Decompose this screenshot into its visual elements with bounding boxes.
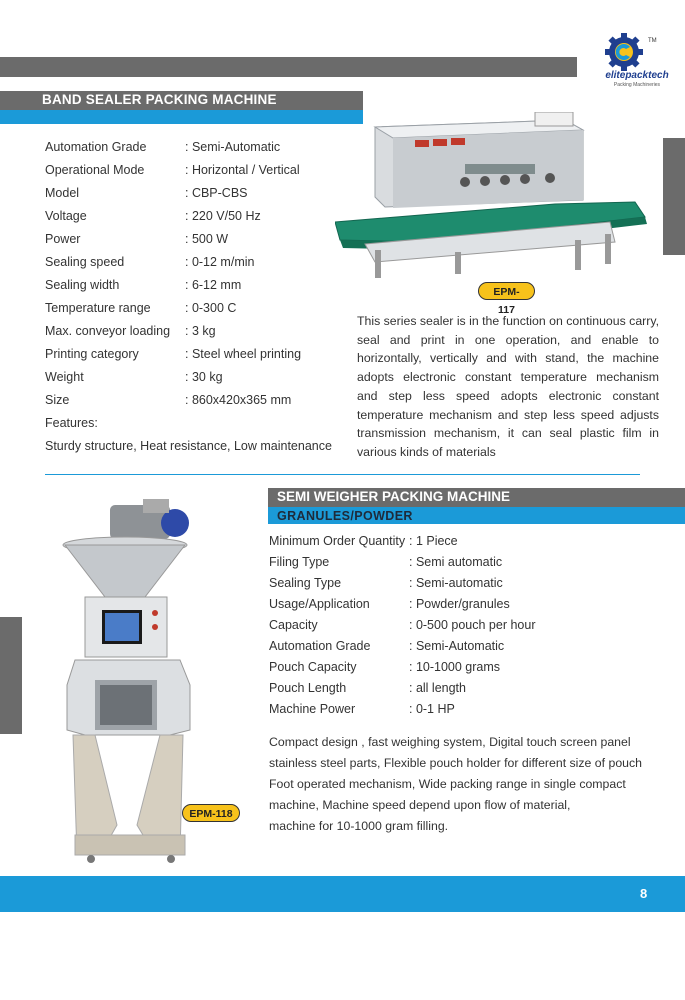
top-header-bar bbox=[0, 57, 577, 77]
feature-line: Compact design , fast weighing system, Digital touch screen panel bbox=[269, 735, 631, 749]
feature-line: machine for 10-1000 gram filling. bbox=[269, 819, 449, 833]
feature-line: Foot operated mechanism, Wide packing range in single compact bbox=[269, 777, 626, 791]
section1-title: BAND SEALER PACKING MACHINE bbox=[42, 92, 277, 107]
features-label: Features: bbox=[45, 416, 98, 430]
gear-logo-icon bbox=[592, 32, 682, 72]
left-side-tab bbox=[0, 617, 22, 734]
page-footer-bar bbox=[0, 876, 685, 912]
page-number: 8 bbox=[640, 886, 648, 901]
trademark-label: TM bbox=[648, 38, 657, 44]
band-sealer-machine-image bbox=[335, 112, 655, 284]
model-badge-epm-118: EPM-118 bbox=[182, 804, 240, 822]
brand-logo bbox=[592, 32, 682, 92]
feature-line: stainless steel parts, Flexible pouch holder for different size of pouch bbox=[269, 756, 642, 770]
section2-subtitle: GRANULES/POWDER bbox=[277, 509, 413, 523]
model-badge-epm-117: EPM-117 bbox=[478, 282, 535, 300]
section2-features bbox=[269, 732, 649, 837]
section-divider bbox=[45, 474, 640, 475]
section2-title: SEMI WEIGHER PACKING MACHINE bbox=[277, 489, 511, 504]
feature-line: machine, Machine speed depend upon flow of material, bbox=[269, 798, 571, 812]
right-side-tab bbox=[663, 138, 685, 255]
brand-name: elitepacktech bbox=[605, 70, 669, 81]
section1-header-accent bbox=[0, 110, 363, 124]
section1-description: This series sealer is in the function on continuous carry, seal and print in one operation, and enable to horizontally, vertically and with stand, the machine adopts electronic constant temperature mechanism and step less speed adopts electronic constant temperature mechanism and step less speed adjusts transmission mechanism, it can seal plastic film in various kinds of materials bbox=[357, 314, 659, 459]
features-text: Sturdy structure, Heat resistance, Low maintenance bbox=[45, 439, 332, 453]
brand-tagline: Packing Machineries bbox=[613, 82, 661, 88]
